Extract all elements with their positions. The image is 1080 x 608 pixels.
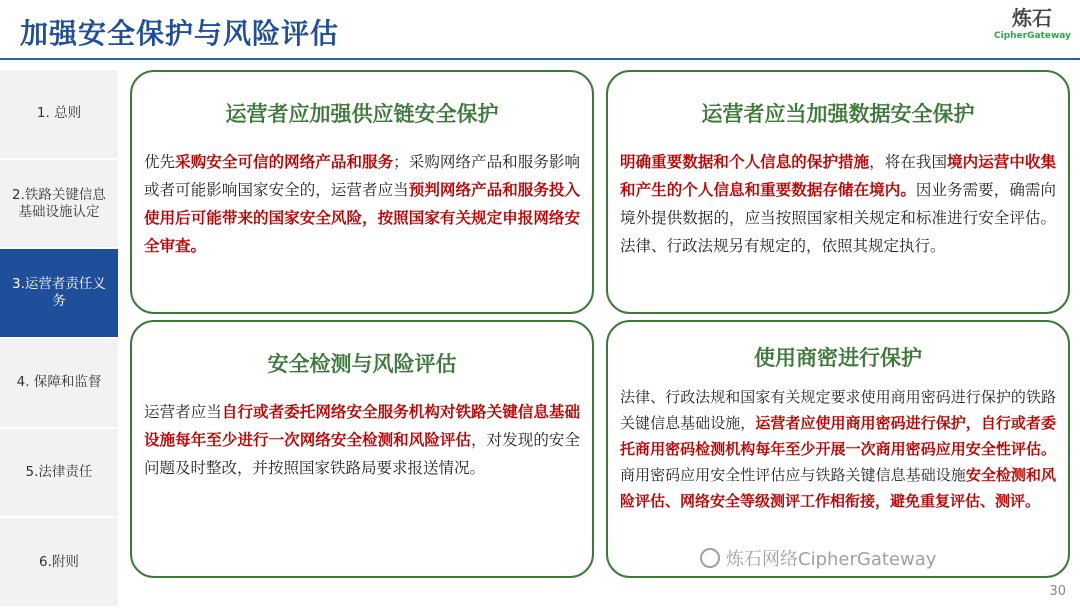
body-text: 商用密码应用安全性评估应与铁路关键信息基础设施: [620, 466, 966, 484]
sidebar-item-label: 6.附则: [39, 553, 79, 570]
card-title: 运营者应加强供应链安全保护: [225, 102, 499, 126]
sidebar-item-general[interactable]: [0, 70, 118, 158]
logo-en-text: CipherGateway: [994, 31, 1071, 41]
card-title: 运营者应当加强数据安全保护: [701, 102, 975, 126]
body-text: ；采购网络产品和服务影响或者可能影响国家安全的，运营者应当: [144, 153, 580, 199]
card-body: [620, 384, 1056, 514]
highlight-text: 自行或者委托网络安全服务机构对铁路关键信息基础设施每年至少进行一次网络安全检测和风险评估: [144, 403, 580, 449]
body-text: ，对发现的安全问题及时整改，并按照国家铁路局要求报送情况。: [144, 431, 580, 477]
highlight-text: 安全检测和风险评估、网络安全等级测评工作相衔接，避免重复评估、测评。: [620, 466, 1056, 510]
sidebar-item-label: 1. 总则: [36, 105, 82, 122]
card-body: [620, 148, 1056, 260]
watermark: [700, 545, 1060, 571]
body-text: ，将在我国: [869, 153, 948, 171]
highlight-text: 境内运营中收集和产生的个人信息和重要数据存储在境内。: [620, 153, 1056, 199]
body-text: 运营者应当: [144, 403, 222, 421]
sidebar-nav: [0, 70, 118, 608]
crypto-card: [606, 320, 1070, 578]
sidebar-item-label: 5.法律责任: [25, 464, 93, 481]
body-text: 优先: [144, 153, 176, 171]
supply-chain-card: [130, 70, 594, 314]
data-security-card: [606, 70, 1070, 314]
sidebar-item-identification[interactable]: [0, 160, 118, 248]
card-title: 安全检测与风险评估: [267, 352, 457, 376]
highlight-text: 运营者应使用商用密码进行保护，自行或者委托商用密码检测机构每年至少开展一次商用密码应用安全性评估。: [620, 414, 1056, 458]
body-text: 法律、行政法规和国家有关规定要求使用商用密码进行保护的铁路关键信息基础设施，: [620, 388, 1056, 432]
sidebar-item-label: 3.运营者责任义务: [12, 276, 106, 310]
card-body: [144, 148, 580, 260]
sidebar-item-label: 4. 保障和监督: [16, 374, 102, 391]
highlight-text: 采购安全可信的网络产品和服务: [175, 153, 394, 171]
sidebar-item-supervision[interactable]: [0, 339, 118, 427]
body-text: 因业务需要，确需向境外提供数据的，应当按照国家相关规定和标准进行安全评估。法律、行政法规另有规定的，依照其规定执行。: [620, 181, 1056, 255]
watermark-text: 炼石网络CipherGateway: [726, 549, 937, 570]
title-divider: [0, 58, 1080, 60]
card-title: 使用商密进行保护: [754, 346, 922, 370]
sidebar-item-label: 2.铁路关键信息基础设施认定: [12, 186, 106, 220]
detection-card: [130, 320, 594, 578]
company-logo: [994, 6, 1070, 50]
highlight-text: 明确重要数据和个人信息的保护措施: [620, 153, 870, 171]
highlight-text: 预判网络产品和服务投入使用后可能带来的国家安全风险，按照国家有关规定申报网络安全审查。: [144, 181, 580, 255]
page-title: 加强安全保护与风险评估: [20, 17, 340, 50]
card-body: [144, 398, 580, 482]
page-number: 30: [1049, 584, 1066, 599]
sidebar-item-appendix[interactable]: [0, 518, 118, 606]
wechat-icon: [700, 548, 720, 568]
sidebar-item-operator-duties[interactable]: [0, 249, 118, 337]
logo-cn-text: 炼石: [1012, 6, 1052, 30]
sidebar-item-legal-liability[interactable]: [0, 429, 118, 517]
